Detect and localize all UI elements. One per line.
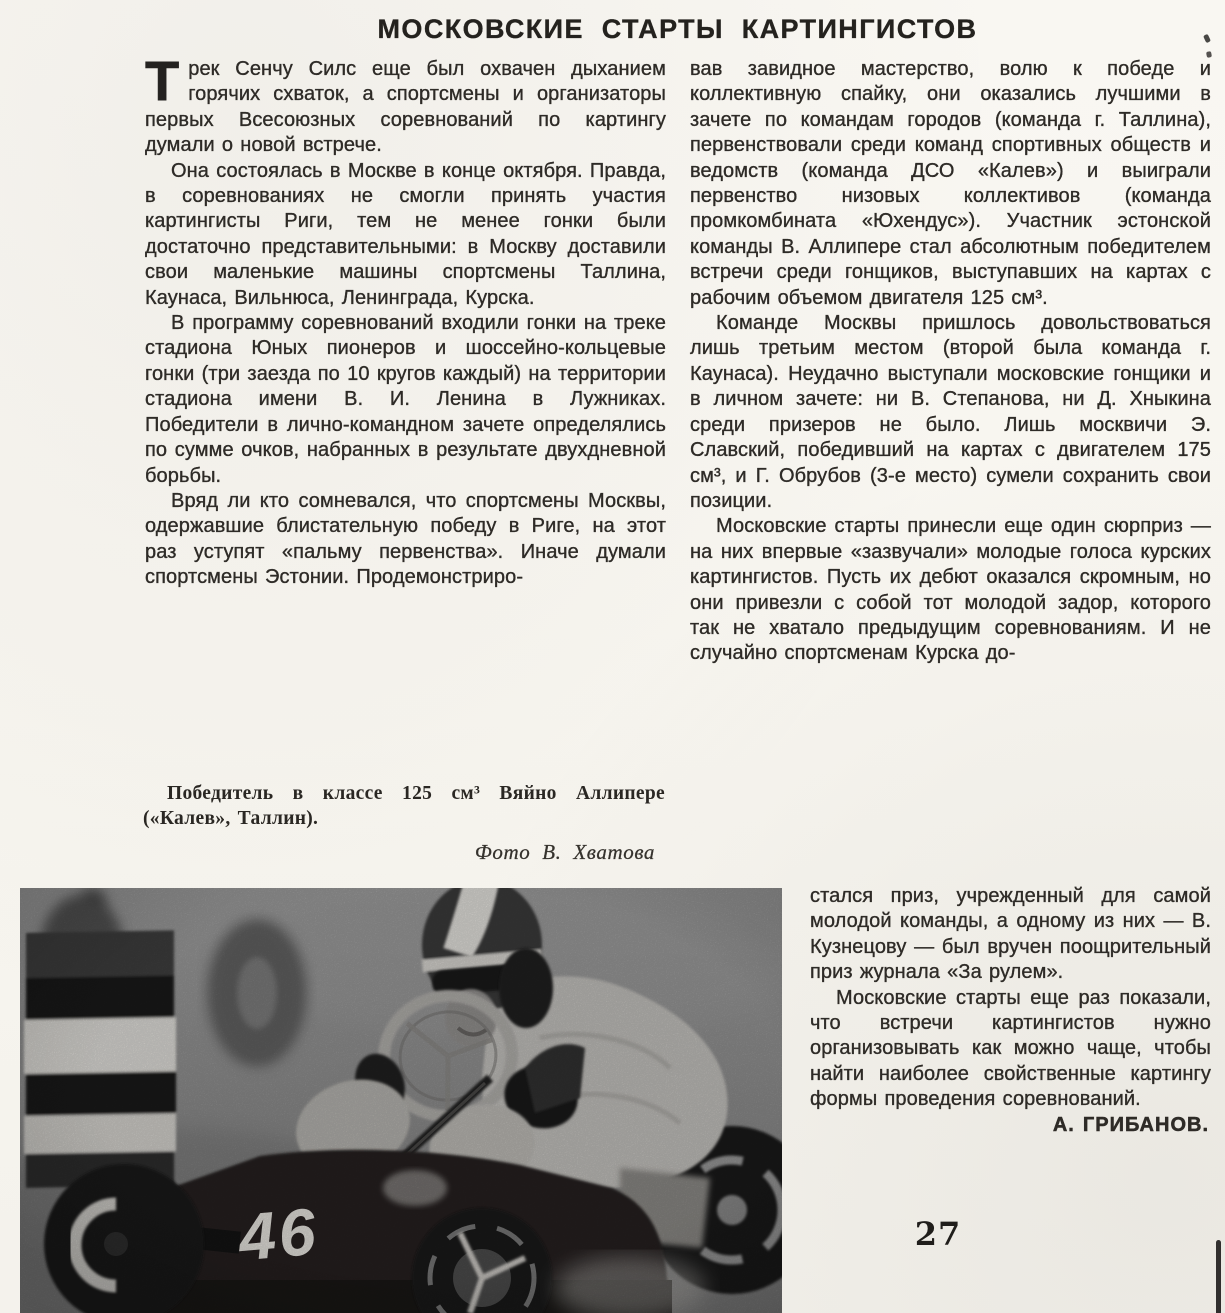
paragraph: Команде Москвы пришлось довольствоваться лишь третьим местом (второй была команда г. Каунаса). Неудачно выступали московские гонщики и в личном зачете: ни В. Степанова, ни Д. Хныкина среди призеров не было. Лишь москвичи Э. Славский, победивший на картах с двигателем 175 см³, и Г. Обрубов (3-е место) сумели сохранить свои позиции. [690,312,1211,512]
left-column [145,49,666,591]
paragraph: вав завидное мастерство, волю к победе и коллективную спайку, они оказались лучшими в зачете по командам городов (команда г. Таллина), первенствовали среди команд спортивных обществ и ведомств (команда ДСО «Калев») и выиграли первенство низовых коллективов (команда промкомбината «Юхендус»). Участник эстонской команды В. Аллипере стал абсолютным победителем встречи среди гонщиков, выступавших на картах с рабочим объемом двигателя 125 см³. [690,58,1211,309]
kart-photo-graphic [20,888,782,1313]
paragraph: стался приз, учрежденный для самой молодой команды, а одному из них — В. Кузнецову — был вручен поощрительный приз журнала «За рулем». [810,885,1211,984]
right-column-upper [690,57,1211,667]
scan-artifact [1216,1240,1221,1313]
paragraph-text: рек Сенчу Силс еще был охвачен дыханием горячих схваток, а спортсмены и организаторы первых Всесоюзных соревнований по картингу думали о новой встрече. [145,58,666,157]
caption-text: Победитель в классе 125 см³ Вяйно Аллипере («Калев», Таллин). [143,783,665,829]
dropcap-letter: Т [145,49,180,112]
page-number: 27 [914,1215,962,1253]
author-byline: А. ГРИБАНОВ. [1052,1113,1209,1136]
kart-race-photo [20,888,782,1313]
article-title: МОСКОВСКИЕ СТАРТЫ КАРТИНГИСТОВ [377,14,978,44]
paragraph: Она состоялась в Москве в конце октября. Правда, в соревнованиях не смогли принять участия картингисты Риги, тем не менее гонки были достаточно представительными: в Москву доставили свои маленькие машины спортсмены Таллина, Каунаса, Вильнюса, Ленинграда, Курска. [145,159,666,309]
scan-artifact [1206,51,1212,58]
paragraph: В программу соревнований входили гонки на треке стадиона Юных пионеров и шоссейно-кольцевые гонки (три заезда по 10 кругов каждый) на территории стадиона имени В. И. Ленина в Лужниках. Победители в лично-командном зачете определялись по сумме очков, набранных в результате двухдневной борьбы. [145,312,666,487]
paragraph: Московские старты еще раз показали, что встречи картингистов нужно организовывать как можно чаще, чтобы найти наиболее свойственные картингу формы проведения соревнований. [810,986,1211,1111]
photo-credit: Фото В. Хватова [474,840,655,864]
paragraph: Московские старты принесли еще один сюрприз — на них впервые «зазвучали» молодые голоса курских картингистов. Пусть их дебют оказался скромным, но они привезли с собой тот молодой задор, которого так не хватало предыдущим соревнованиям. И не случайно спортсменам Курска до- [690,515,1211,665]
photo-caption [143,781,665,865]
right-column-lower [810,884,1211,1138]
paragraph [145,49,666,159]
paragraph: Вряд ли кто сомневался, что спортсмены Москвы, одержавшие блистательную победу в Риге, на этот раз уступят «пальму первенства». Иначе думали спортсмены Эстонии. Продемонстриро- [145,489,666,589]
